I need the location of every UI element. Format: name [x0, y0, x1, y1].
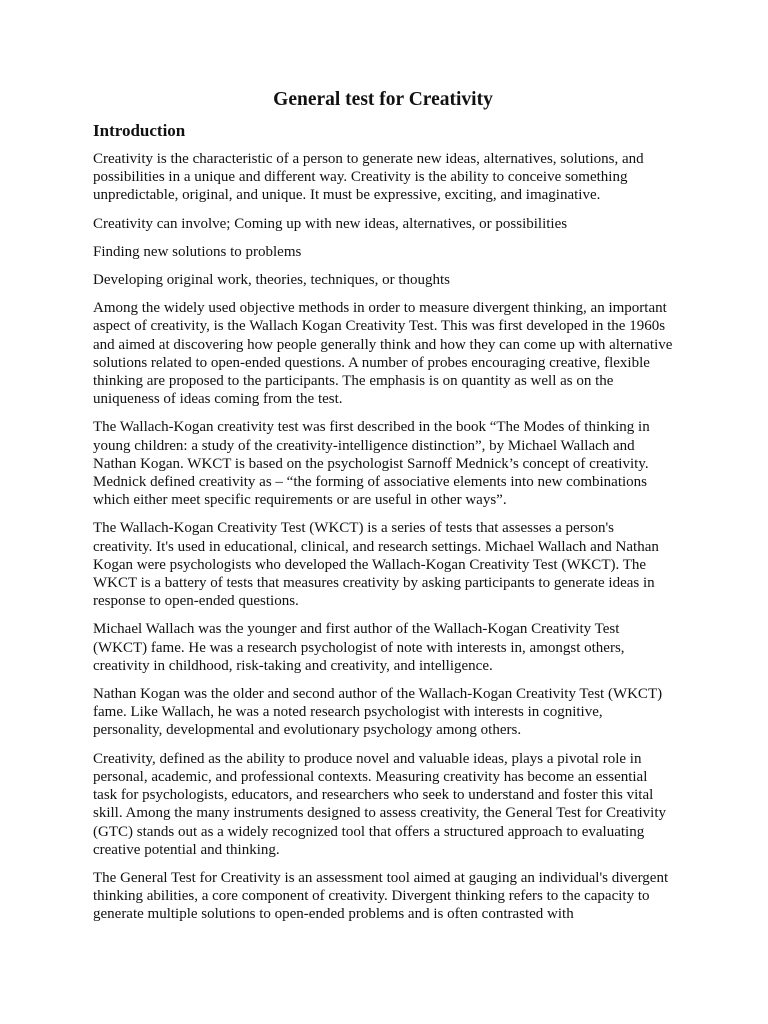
- paragraph: The Wallach-Kogan creativity test was first described in the book “The Modes of thinking in young children: a study of the creativity-intelligence distinction”, by Michael Wallach and Nathan Kogan. WKCT is based on the psychologist Sarnoff Mednick’s concept of creativity. Mednick defined creativity as – “the forming of associative elements into new combinations which either meet specific requirements or are useful in other ways”.: [93, 419, 650, 509]
- paragraph: Nathan Kogan was the older and second author of the Wallach-Kogan Creativity Test (WKCT) fame. Like Wallach, he was a noted research psychologist with interests in cognitive, personality, developmental and evolutionary psychology among others.: [93, 686, 663, 739]
- document-title: General test for Creativity: [273, 89, 493, 110]
- paragraph: The General Test for Creativity is an assessment tool aimed at gauging an individual's divergent thinking abilities, a core component of creativity. Divergent thinking refers to the capacity to generate multiple solutions to open-ended problems and is often contrasted with: [93, 869, 669, 923]
- paragraph: Developing original work, theories, techniques, or thoughts: [93, 272, 451, 289]
- section-heading-introduction: Introduction: [93, 121, 186, 140]
- paragraph: Creativity is the characteristic of a person to generate new ideas, alternatives, solutions, and possibilities in a unique and different way. Creativity is the ability to conceive something unpredictable, original, and unique. It must be expressive, exciting, and imaginative.: [93, 151, 644, 204]
- paragraph: Creativity can involve; Coming up with new ideas, alternatives, or possibilities: [93, 215, 568, 232]
- document-page: [93, 88, 673, 934]
- paragraph: Among the widely used objective methods in order to measure divergent thinking, an important aspect of creativity, is the Wallach Kogan Creativity Test. This was first developed in the 1960s and aimed at discovering how people generally think and how they can come up with alternative solutions related to open-ended questions. A number of probes encouraging creative, flexible thinking are proposed to the participants. The emphasis is on quantity as well as on the uniqueness of ideas coming from the test.: [93, 300, 673, 408]
- paragraph: Michael Wallach was the younger and first author of the Wallach-Kogan Creativity Test (WKCT) fame. He was a research psychologist of note with interests in, amongst others, creativity in childhood, risk-taking and creativity, and intelligence.: [93, 621, 625, 674]
- paragraph: The Wallach-Kogan Creativity Test (WKCT) is a series of tests that assesses a person's creativity. It's used in educational, clinical, and research settings. Michael Wallach and Nathan Kogan were psychologists who developed the Wallach-Kogan Creativity Test (WKCT). The WKCT is a battery of tests that measures creativity by asking participants to generate ideas in response to open-ended questions.: [93, 520, 659, 610]
- paragraph: Creativity, defined as the ability to produce novel and valuable ideas, plays a pivotal role in personal, academic, and professional contexts. Measuring creativity has become an essential task for psychologists, educators, and researchers who seek to understand and foster this vital skill. Among the many instruments designed to assess creativity, the General Test for Creativity (GTC) stands out as a widely recognized tool that offers a structured approach to evaluating creative potential and thinking.: [93, 750, 667, 858]
- paragraph: Finding new solutions to problems: [93, 243, 302, 260]
